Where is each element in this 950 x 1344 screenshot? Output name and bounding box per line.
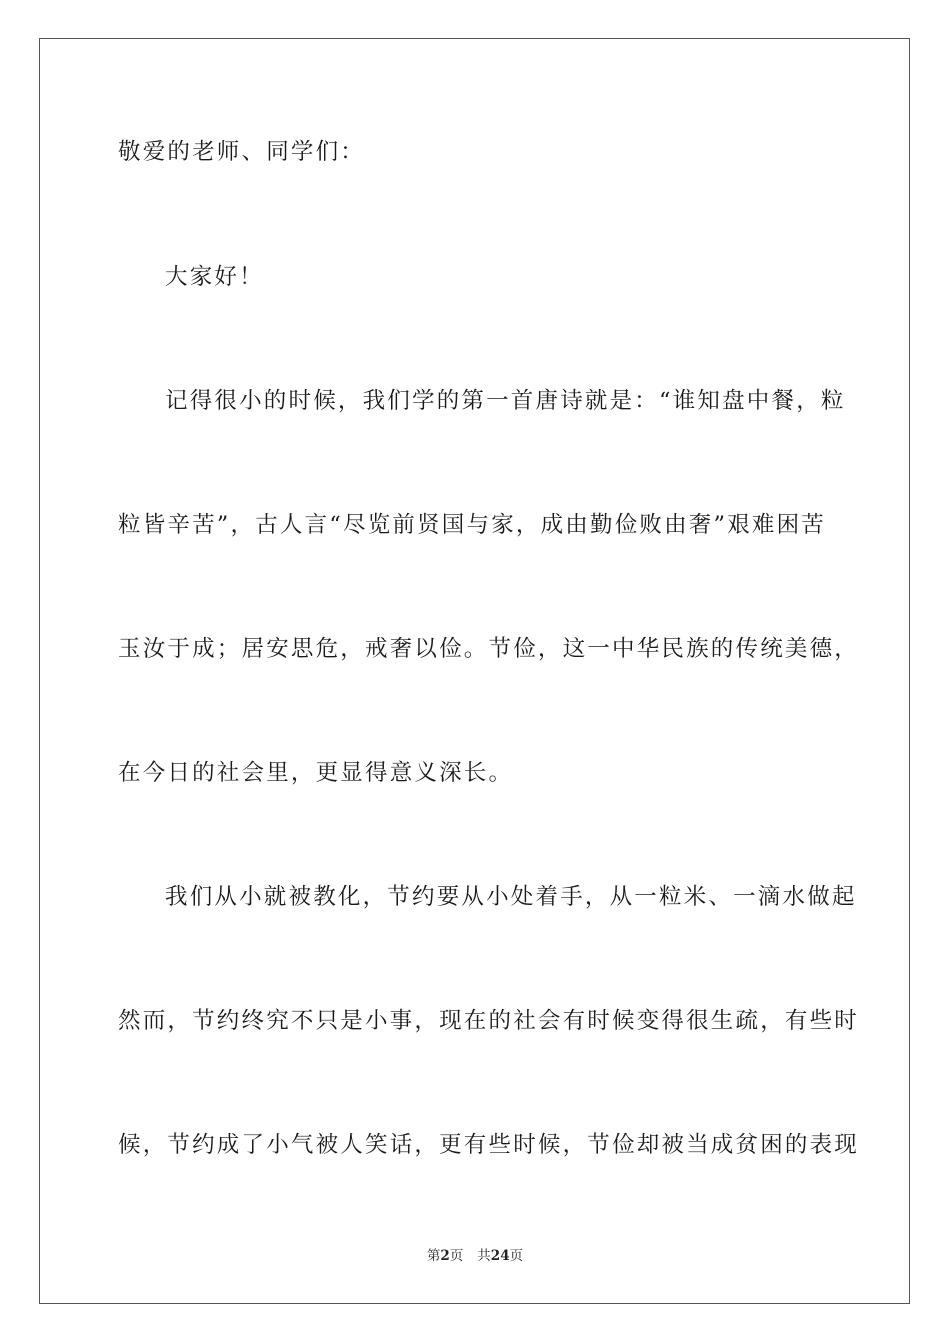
paragraph-line: 然而，节约终究不只是小事，现在的社会有时候变得很生疏，有些时 [118, 1008, 860, 1034]
paragraph-line: 我们从小就被教化，节约要从小处着手，从一粒米、一滴水做起 [165, 884, 857, 910]
greeting-line: 敬爱的老师、同学们： [118, 139, 366, 165]
paragraph-line: 粒皆辛苦”，古人言“尽览前贤国与家，成由勤俭败由奢”艰难困苦 [118, 512, 827, 538]
total-suffix: 页 [509, 1248, 524, 1264]
salutation-line: 大家好！ [165, 264, 264, 290]
total-prefix: 共 [477, 1248, 491, 1264]
page-footer [0, 1247, 950, 1265]
paragraph-line: 候，节约成了小气被人笑话，更有些时候，节俭却被当成贫困的表现 [118, 1132, 860, 1158]
page-number: 2 [440, 1248, 450, 1264]
page-suffix: 页 [449, 1248, 464, 1264]
total-pages: 24 [490, 1248, 510, 1264]
paragraph-line: 玉汝于成；居安思危，戒奢以俭。节俭，这一中华民族的传统美德， [118, 636, 860, 662]
page-prefix: 第 [426, 1248, 441, 1264]
page-border [39, 38, 910, 1304]
paragraph-line: 在今日的社会里，更显得意义深长。 [118, 760, 514, 786]
paragraph-line: 记得很小的时候，我们学的第一首唐诗就是：“谁知盘中餐，粒 [165, 388, 846, 414]
